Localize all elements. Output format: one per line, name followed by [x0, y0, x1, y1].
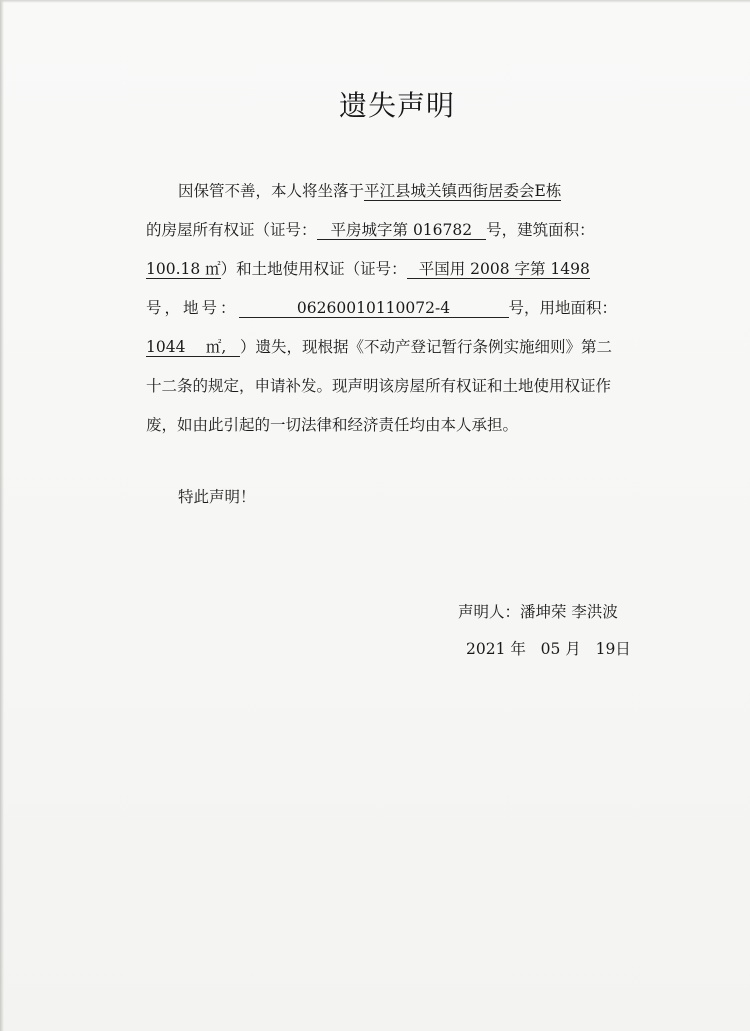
land-certificate-number-field: 平国用 2008 字第 1498 [407, 260, 590, 279]
text-segment: 的房屋所有权证（证号： [146, 221, 317, 239]
paragraph-line-6: 十二条的规定，申请补发。现声明该房屋所有权证和土地使用权证作 [146, 377, 612, 395]
page-title: 遗失声明 [338, 89, 455, 122]
scan-edge-left [0, 0, 4, 1031]
lot-number-field: 06260010110072-4 [239, 299, 509, 318]
text-segment: 因保管不善，本人将坐落于 [178, 182, 365, 200]
closing-statement: 特此声明！ [178, 488, 256, 506]
property-location-field: 平江县城关镇西街居委会E栋 [364, 182, 562, 200]
text-segment: ）遗失，现根据《不动产登记暂行条例实施细则》第二 [240, 338, 613, 356]
house-certificate-number-field: 平房城字第 016782 [317, 221, 487, 240]
paragraph-line-2 [146, 220, 595, 240]
paragraph-line-5 [146, 337, 612, 357]
text-segment: 号，用地面积： [508, 299, 618, 317]
paragraph-line-4 [146, 298, 617, 318]
text-segment: ）和土地使用权证（证号： [220, 260, 407, 278]
paragraph-line-7: 废，如由此引起的一切法律和经济责任均由本人承担。 [146, 416, 519, 434]
land-area-field: 1044 ㎡, [146, 338, 240, 357]
paragraph-line-3 [146, 259, 590, 279]
text-segment: 号，地号： [146, 299, 239, 317]
scan-edge-top [0, 0, 750, 3]
building-area-field: 100.18 ㎡ [146, 260, 221, 278]
paragraph-line-1 [178, 181, 561, 201]
text-segment: 号，建筑面积： [486, 221, 595, 239]
declarant-names: 声明人：潘坤荣 李洪波 [458, 603, 618, 621]
declaration-date: 2021 年 05 月 19日 [466, 640, 631, 658]
